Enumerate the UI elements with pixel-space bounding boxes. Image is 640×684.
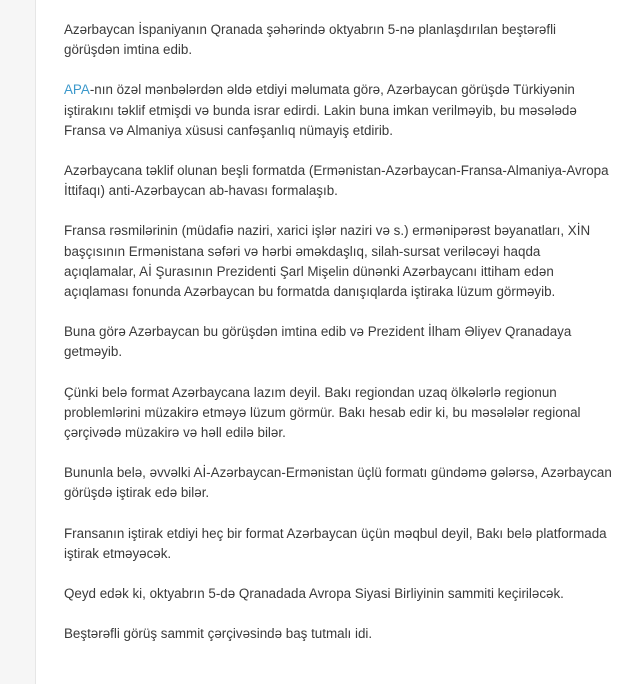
apa-source-link[interactable]: APA bbox=[64, 82, 90, 98]
paragraph: Qeyd edək ki, oktyabrın 5-də Qranadada Avropa Siyasi Birliyinin sammiti keçiriləcək. bbox=[64, 586, 564, 602]
paragraph bbox=[64, 80, 614, 141]
paragraph: Bununla belə, əvvəlki Aİ-Azərbaycan-Ermənistan üçlü formatı gündəmə gələrsə, Azərbaycan görüşdə iştirak edə bilər. bbox=[64, 465, 612, 501]
left-gutter bbox=[0, 0, 36, 684]
paragraph-text: -nın özəl mənbələrdən əldə etdiyi məlumata görə, Azərbaycan görüşdə Türkiyənin iştirakını təklif etmişdi və bunda israr edirdi. Lakin buna imkan verilməyib, bu məsələdə Fransa və Almaniya xüsusi canfəşanlıq nümayiş etdirib. bbox=[64, 82, 577, 138]
article-body bbox=[64, 20, 614, 664]
paragraph: Çünki belə format Azərbaycana lazım deyil. Bakı regiondan uzaq ölkələrlə regionun problemlərini müzakirə etməyə lüzum görmür. Bakı hesab edir ki, bu məsələlər regional çərçivədə müzakirə və həll edilə bilər. bbox=[64, 384, 581, 441]
paragraph: Fransa rəsmilərinin (müdafiə naziri, xarici işlər naziri və s.) ermənipərəst bəyanatları, XİN başçısının Ermənistana səfəri və hərbi əməkdaşlıq, silah-sursat veriləcəyi haqda açıqlamalar, Aİ Şurasının Prezidenti Şarl Mişelin dünənki Azərbaycanı ittiham edən açıqlaması fonunda Azərbaycan bu formatda danışıqlarda iştiraka lüzum görməyib. bbox=[64, 223, 591, 300]
paragraph: Azərbaycana təklif olunan beşli formatda (Ermənistan-Azərbaycan-Fransa-Almaniya-Avropa İttifaqı) anti-Azərbaycan ab-havası formalaşıb. bbox=[64, 163, 609, 199]
paragraph: Azərbaycan İspaniyanın Qranada şəhərində oktyabrın 5-nə planlaşdırılan beştərəfli görüşdən imtina edib. bbox=[64, 22, 557, 58]
paragraph: Beştərəfli görüş sammit çərçivəsində baş tutmalı idi. bbox=[64, 626, 373, 642]
paragraph: Buna görə Azərbaycan bu görüşdən imtina edib və Prezident İlham Əliyev Qranadaya getməyib. bbox=[64, 324, 572, 360]
paragraph: Fransanın iştirak etdiyi heç bir format Azərbaycan üçün məqbul deyil, Bakı belə platformada iştirak etməyəcək. bbox=[64, 525, 607, 561]
